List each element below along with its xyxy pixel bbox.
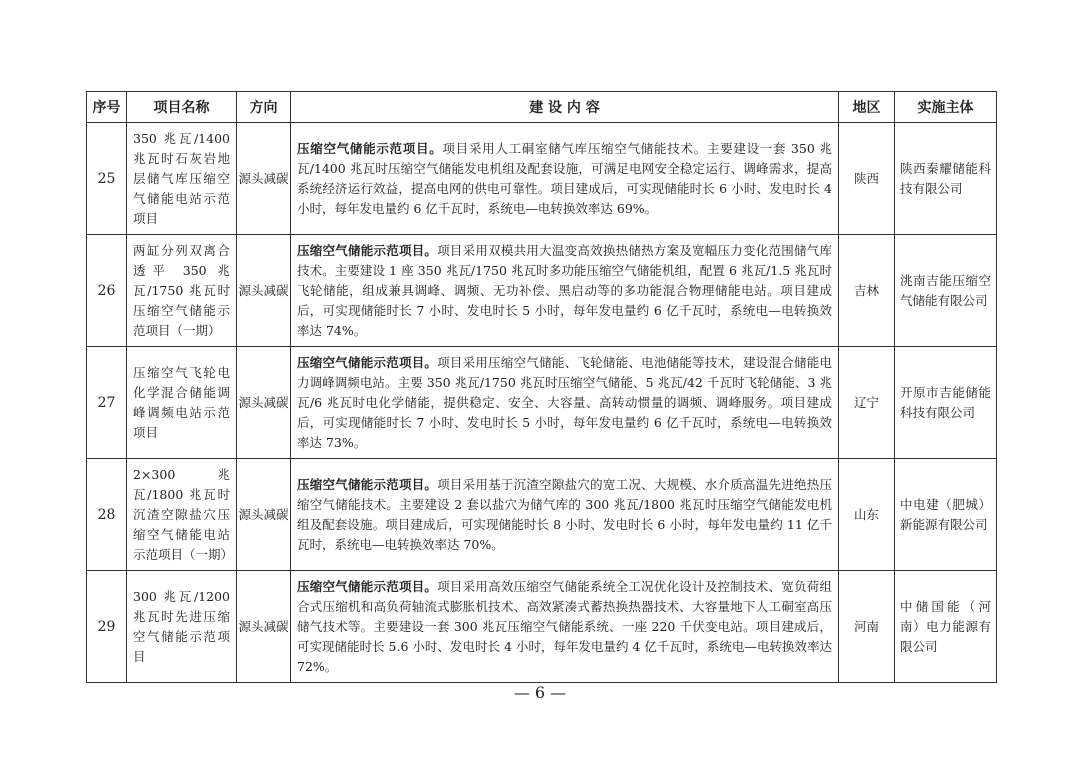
content-title: 压缩空气储能示范项目。 (297, 578, 438, 594)
header-region: 地区 (839, 92, 895, 123)
project-direction: 源头减碳 (237, 571, 291, 683)
project-content (291, 123, 839, 235)
row-number: 28 (87, 459, 127, 571)
project-content (291, 347, 839, 459)
content-text: 项目采用压缩空气储能、飞轮储能、电池储能等技术，建设混合储能电力调峰调频电站。主要 350 兆瓦/1750 兆瓦时压缩空气储能、5 兆瓦/42 千瓦时飞轮储能、3 兆瓦/6 兆瓦时电化学储能，提供稳定、安全、大容量、高转动惯量的调频、调峰服务。项目建成后，可实现储能时长 7 小时、发电时长 5 小时，每年发电量约 6 亿千瓦时，系统电—电转换效率达 73%。 (297, 354, 832, 450)
content-text: 项目采用高效压缩空气储能系统全工况优化设计及控制技术、宽负荷组合式压缩机和高负荷轴流式膨胀机技术、高效紧凑式蓄热换热器技术、大容量地下人工硐室高压储气技术等。主要建设一套 300 兆瓦压缩空气储能系统、一座 220 千伏变电站。项目建成后，可实现储能时长 5.6 小时、发电时长 4 小时，每年发电量约 4 亿千瓦时，系统电—电转换效率达 72%。 (297, 578, 832, 674)
content-title: 压缩空气储能示范项目。 (297, 476, 438, 492)
row-number: 27 (87, 347, 127, 459)
row-number: 25 (87, 123, 127, 235)
project-org: 中储国能（河南）电力能源有限公司 (895, 571, 997, 683)
content-text: 项目采用双模共用大温变高效换热储热方案及宽幅压力变化范围储气库技术。主要建设 1 座 350 兆瓦/1750 兆瓦时多功能压缩空气储能机组，配置 6 兆瓦/1.5 兆瓦时飞轮储能，组成兼具调峰、调频、无功补偿、黑启动等的多功能混合物理储能电站。项目建成后，可实现储能时长 7 小时、发电时长 5 小时，每年发电量约 6 亿千瓦时，系统电—电转换效率达 74%。 (297, 242, 832, 338)
project-region: 山东 (839, 459, 895, 571)
table-row (87, 459, 997, 571)
project-name: 300 兆瓦/1200 兆瓦时先进压缩空气储能示范项目 (127, 571, 237, 683)
project-direction: 源头减碳 (237, 459, 291, 571)
table-row (87, 123, 997, 235)
project-direction: 源头减碳 (237, 235, 291, 347)
project-region: 陕西 (839, 123, 895, 235)
row-number: 29 (87, 571, 127, 683)
content-text: 项目采用人工硐室储气库压缩空气储能技术。主要建设一套 350 兆瓦/1400 兆瓦时压缩空气储能发电机组及配套设施，可满足电网安全稳定运行、调峰需求，提高系统经济运行效益，提高电网的供电可靠性。项目建成后，可实现储能时长 6 小时、发电时长 4 小时，每年发电量约 6 亿千瓦时，系统电—电转换效率达 69%。 (297, 140, 832, 216)
page-number: — 6 — (513, 683, 567, 702)
project-name: 压缩空气飞轮电化学混合储能调峰调频电站示范项目 (127, 347, 237, 459)
project-direction: 源头减碳 (237, 347, 291, 459)
header-no: 序号 (87, 92, 127, 123)
header-direction: 方向 (237, 92, 291, 123)
table-row (87, 571, 997, 683)
project-content (291, 459, 839, 571)
project-content (291, 235, 839, 347)
content-title: 压缩空气储能示范项目。 (297, 242, 438, 258)
row-number: 26 (87, 235, 127, 347)
table-row (87, 347, 997, 459)
project-direction: 源头减碳 (237, 123, 291, 235)
project-content (291, 571, 839, 683)
header-content: 建 设 内 容 (291, 92, 839, 123)
header-org: 实施主体 (895, 92, 997, 123)
project-region: 吉林 (839, 235, 895, 347)
project-name: 350 兆瓦/1400 兆瓦时石灰岩地层储气库压缩空气储能电站示范项目 (127, 123, 237, 235)
project-org: 洮南吉能压缩空气储能有限公司 (895, 235, 997, 347)
content-title: 压缩空气储能示范项目。 (297, 140, 443, 156)
project-region: 河南 (839, 571, 895, 683)
content-title: 压缩空气储能示范项目。 (297, 354, 438, 370)
project-org: 中电建（肥城）新能源有限公司 (895, 459, 997, 571)
project-table (86, 91, 997, 683)
content-text: 项目采用基于沉渣空隙盐穴的宽工况、大规模、水介质高温先进绝热压缩空气储能技术。主要建设 2 套以盐穴为储气库的 300 兆瓦/1800 兆瓦时压缩空气储能发电机组及配套设施。项目建成后，可实现储能时长 8 小时、发电时长 6 小时，每年发电量约 11 亿千瓦时，系统电—电转换效率达 70%。 (297, 476, 832, 552)
table-row (87, 235, 997, 347)
project-name: 2×300 兆瓦/1800 兆瓦时沉渣空隙盐穴压缩空气储能电站示范项目（一期） (127, 459, 237, 571)
project-org: 陕西秦耀储能科技有限公司 (895, 123, 997, 235)
project-region: 辽宁 (839, 347, 895, 459)
project-name: 两缸分列双离合透平 350 兆瓦/1750 兆瓦时压缩空气储能示范项目（一期） (127, 235, 237, 347)
project-org: 开原市吉能储能科技有限公司 (895, 347, 997, 459)
table-header-row (87, 92, 997, 123)
header-name: 项目名称 (127, 92, 237, 123)
